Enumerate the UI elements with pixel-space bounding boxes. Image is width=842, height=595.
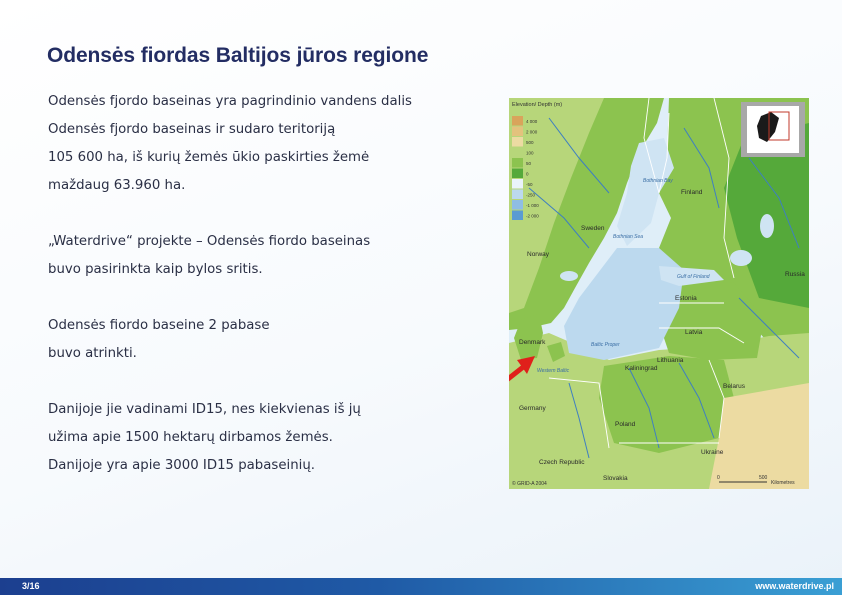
slide-title: Odensės fiordas Baltijos jūros regione [47, 44, 429, 67]
legend-value: -50 [526, 182, 533, 187]
paragraph-gap [48, 368, 448, 396]
text-line: „Waterdrive“ projekte – Odensės fiordo baseinas [48, 234, 371, 249]
paragraph-gap [48, 284, 448, 312]
text-line: Odensės fjordo baseinas ir sudaro teritoriją [48, 122, 336, 137]
legend-value: -250 [526, 192, 536, 198]
label-poland: Poland [615, 421, 636, 428]
label-lithuania: Lithuania [657, 357, 684, 364]
legend-swatch [512, 116, 523, 126]
legend-swatch [512, 190, 523, 200]
text-line: Odensės fiordo baseine 2 pabase [48, 318, 270, 333]
paragraph-gap [48, 200, 448, 228]
label-sweden: Sweden [581, 225, 605, 232]
label-belarus: Belarus [723, 383, 746, 390]
legend-value: -2 000 [526, 213, 539, 219]
text-line: Danijoje yra apie 3000 ID15 pabaseinių. [48, 458, 315, 473]
text-line: užima apie 1500 hektarų dirbamos žemės. [48, 430, 333, 445]
legend-title: Elevation/ Depth (m) [512, 102, 563, 108]
inset-locator-map [741, 102, 805, 157]
label-latvia: Latvia [685, 329, 703, 336]
lake-vanern [560, 271, 578, 281]
map-credit: © GRID-A 2004 [512, 481, 547, 487]
label-czech-republic: Czech Republic [539, 459, 585, 466]
label-bothnian-sea: Bothnian Sea [613, 234, 644, 240]
scale-label-500: 500 [759, 475, 768, 481]
legend-value: 2 000 [526, 129, 538, 135]
poland-green [599, 356, 734, 453]
legend-swatch [512, 200, 523, 210]
text-line: Odensės fjordo baseinas yra pagrindinio vandens dalis [48, 94, 412, 109]
legend-value: -1 000 [526, 203, 539, 208]
label-kaliningrad: Kaliningrad [625, 365, 658, 372]
text-line: buvo pasirinkta kaip bylos sritis. [48, 262, 263, 277]
label-ukraine: Ukraine [701, 449, 724, 456]
label-finland: Finland [681, 189, 703, 196]
label-bothnian-bay: Bothnian Bay [643, 178, 673, 184]
legend-swatch [512, 211, 523, 221]
label-estonia: Estonia [675, 295, 697, 302]
text-line: Danijoje jie vadinami ID15, nes kiekvienas iš jų [48, 402, 361, 417]
scale-label-unit: Kilometres [771, 480, 795, 486]
lake-ladoga [730, 250, 752, 266]
baltic-region-map [509, 98, 809, 489]
legend-value: 100 [526, 150, 534, 156]
label-denmark: Denmark [519, 339, 546, 346]
label-slovakia: Slovakia [603, 475, 628, 482]
footer-bar [0, 578, 842, 595]
body-text [48, 88, 448, 480]
scale-label-zero: 0 [717, 475, 720, 481]
legend-swatch [512, 169, 523, 179]
page-number: 3/16 [22, 581, 40, 591]
label-norway: Norway [527, 251, 550, 258]
label-baltic-proper: Baltic Proper [591, 342, 620, 348]
lake-onega [760, 214, 774, 238]
legend-swatch [512, 137, 523, 147]
legend-swatch [512, 179, 523, 189]
legend-swatch [512, 127, 523, 137]
label-western-baltic: Western Baltic [537, 368, 570, 374]
text-line: maždaug 63.960 ha. [48, 178, 186, 193]
label-gulf-of-finland: Gulf of Finland [677, 274, 710, 280]
legend-value: 500 [526, 140, 534, 145]
text-line: 105 600 ha, iš kurių žemės ūkio paskirties žemė [48, 150, 370, 165]
label-germany: Germany [519, 405, 546, 412]
website-link[interactable]: www.waterdrive.pl [755, 581, 834, 591]
legend-swatch [512, 148, 523, 158]
legend-swatch [512, 158, 523, 168]
text-line: buvo atrinkti. [48, 346, 137, 361]
legend-value: 0 [526, 171, 529, 177]
legend-value: 4 000 [526, 119, 538, 124]
label-russia: Russia [785, 271, 805, 278]
legend-value: 50 [526, 161, 532, 166]
